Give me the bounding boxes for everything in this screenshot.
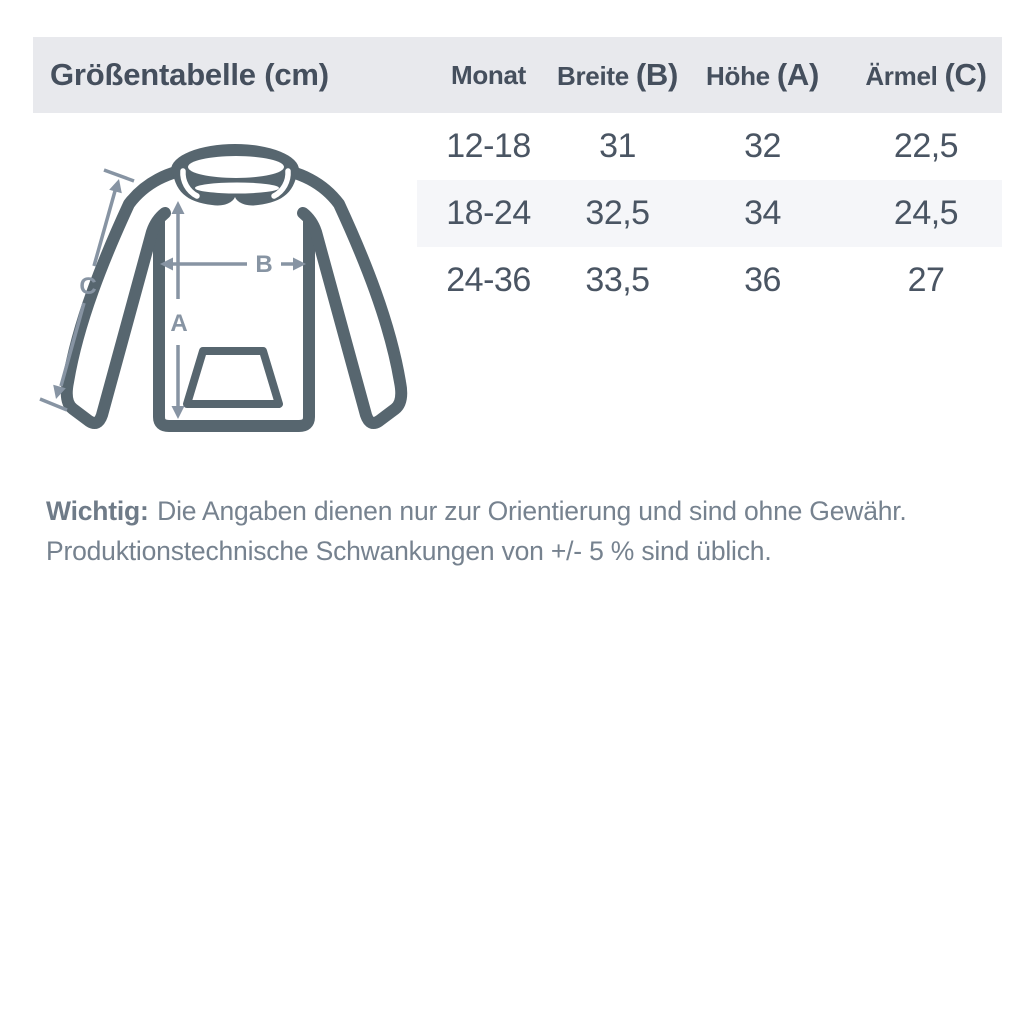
cell-aermel: 24,5 — [893, 194, 959, 232]
note-line1: Die Angaben dienen nur zur Orientierung und sind ohne Gewähr. — [157, 495, 907, 526]
note-lead: Wichtig: — [46, 495, 149, 526]
column-code: (A) — [776, 57, 819, 92]
hoodie-pocket — [187, 351, 279, 404]
cell-monat: 18-24 — [446, 194, 531, 232]
table-header-row — [417, 37, 1002, 113]
column-label: Höhe — [706, 61, 770, 91]
cell-hoehe: 34 — [744, 194, 781, 232]
cell-breite: 33,5 — [585, 261, 650, 299]
column-code: (B) — [635, 57, 679, 92]
table-row — [417, 180, 1002, 247]
disclaimer-note — [46, 491, 986, 571]
measure-label-A: A — [170, 310, 188, 337]
arrowhead-up-right — [109, 179, 122, 193]
cell-hoehe: 32 — [744, 127, 781, 165]
column-header-monat — [417, 60, 560, 91]
table-row — [417, 247, 1002, 314]
column-label: Monat — [450, 59, 527, 90]
column-label: Breite — [556, 61, 629, 91]
cell-breite: 31 — [599, 127, 636, 165]
cell-hoehe: 36 — [744, 261, 781, 299]
measure-label-B: B — [255, 251, 273, 278]
cell-aermel: 22,5 — [893, 127, 959, 165]
column-header-aermel — [850, 57, 1002, 93]
cell-breite: 32,5 — [585, 194, 650, 232]
page-title: Größentabelle (cm) — [50, 57, 329, 92]
hood-opening — [188, 156, 284, 178]
column-header-breite — [556, 57, 679, 93]
hoodie-measurement-diagram — [28, 128, 440, 462]
hoodie-hood — [171, 144, 299, 205]
cell-aermel: 27 — [907, 261, 945, 299]
column-header-hoehe — [675, 57, 850, 93]
measure-label-C: C — [79, 273, 97, 300]
hood-collar-gap — [195, 183, 279, 194]
note-line2: Produktionstechnische Schwankungen von +/- 5 % sind üblich. — [46, 535, 772, 566]
column-code: (C) — [944, 57, 987, 92]
column-label: Ärmel — [865, 61, 938, 91]
cell-monat: 12-18 — [446, 127, 531, 165]
cell-monat: 24-36 — [446, 261, 531, 299]
table-header-band — [33, 37, 1002, 113]
table-row — [417, 113, 1002, 180]
